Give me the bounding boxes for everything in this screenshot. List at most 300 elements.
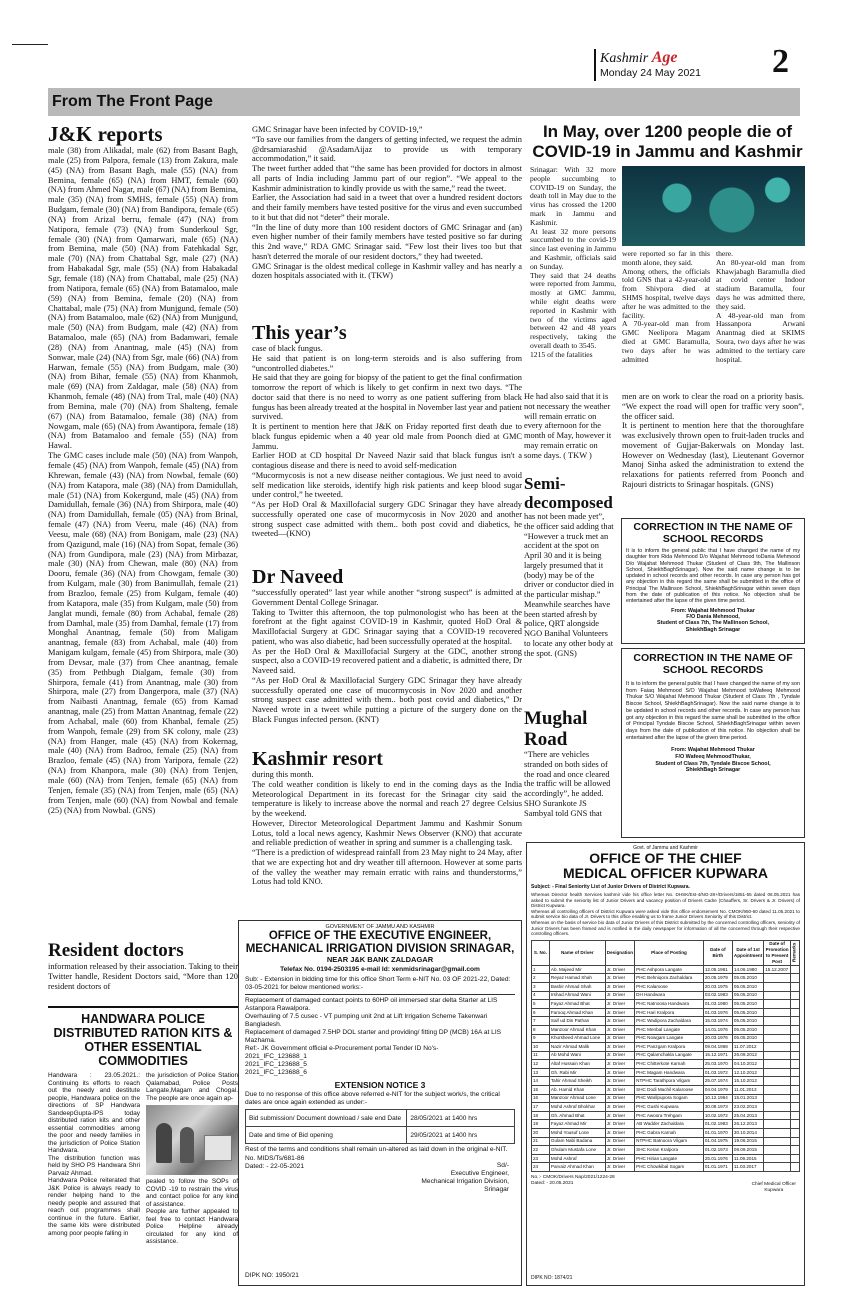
seniority-cell: 15.03.1974 [703,1017,732,1026]
seniority-header-cell: Designation [605,940,634,965]
seniority-cell: Jr. Driver [605,1129,634,1138]
weather-continued-body: He had also said that it is not necessary the weather will remain erratic on every afternoon for the month of May, however it may remain erratic on some days. ( TKW ) [524,392,612,460]
critical-date-label: Bid submission/ Document download / sale end Date [246,1110,407,1127]
seniority-cell: PHC Nowgam Langate [635,1034,704,1043]
seniority-cell: 22 [532,1146,550,1155]
seniority-cell: Jr. Driver [605,1146,634,1155]
correction-2-from-4: ShiekhBagh Srinagar [685,767,741,774]
correction-2-title: CORRECTION IN THE NAME OF SCHOOL RECORDS [633,652,793,676]
seniority-cell [790,1008,799,1017]
irrigation-no: No. MIDS/Ts/681-86 [245,1155,305,1162]
kupwara-sign-2: Kupwara [764,1188,784,1193]
seniority-cell: 16 [532,1094,550,1103]
resident-doctors-continued-body: GMC Srinagar have been infected by COVID-19,” “To save our families from the dangers of getting infected, we request the admin @drsamiarashid @AsadamAijaz to provide us with temporary accommodation,” it said. The tweet further added that “the same has been provided for doctors in almost all parts of India including Jammu part of our region”. “We appeal to the Kashmir administration to kindly provide us with the same,” read the tweet. Earlier, the Association had said in a tweet that over a hundred resident doctors and their family members have tested positive for the virus and even succumbed to it but that did not “deter” their morale. “In the line of duty more than 100 resident doctors of GMC Srinagar and (an) even higher number of their family members have tested positive so far during this 2nd wave,” RDA GMC Srinagar said. “Few lost their lives too but that hasn't deterred the morale of our resident doctors,” they had tweeted. GMC Srinagar is the oldest medical college in Kashmir valley and has nearly a dozen hospitals associated with it. (TKW) [252,125,522,281]
kashmir-resort-body: during this month. The cold weather condition is likely to end in the coming days as the India Meteorological Department in its forecast for the Srinagar city said the temperature is likely to increase above the normal and reach 27 degree Celsius by the weekend. However, Director Meteorological Department Jammu and Kashmir Sonum Lotus, told a local news agency, Kashmir News Observer (KNO) that accurate and reliable prediction of weather in spring and summer is a challenging task. “There is a prediction of widespread rainfall from 23 May night to 24 May, after that we are expecting hot and dry weather till afternoon. However at some parts of the valley the weather may remain erratic with rains and thunderstorms,” Lotus had told KNO. [252,770,522,887]
seniority-cell [764,1094,791,1103]
critical-date-row [246,1127,515,1144]
seniority-cell [790,1043,799,1052]
irrigation-telefax: Telefax No. 0194-2503195 e-mail Id: xenmidsrinagar@gmail.com [280,966,480,973]
semi-decomposed-body: has not been made yet”, the officer said adding that “However a truck met an accident at the spot on April 30 and it is being largely presumed that it (body) may be of the driver or conductor died in the particular mishap.” Meanwhile searches have been started afresh by police, QRT alongside NGO Banihal Volunteers to locate any other body at the spot. (GNS) [524,512,614,658]
table-row [532,991,800,1000]
seniority-cell: 30.10.2014 [732,1129,763,1138]
kupwara-ref-dated: Dated: - 20.05.2021 [531,1181,574,1186]
seniority-cell: 05.05.2010 [732,974,763,983]
correction-notice-1 [621,518,805,644]
seniority-cell [764,1137,791,1146]
seniority-cell [764,1077,791,1086]
critical-date-value: 28/05/2021 at 1400 hrs [407,1110,515,1127]
seniority-cell [790,1163,799,1172]
critical-dates-table [245,1109,515,1144]
weather-continued [524,392,616,474]
table-row [532,1068,800,1077]
seniority-cell: Altaf Hussain Khan [549,1060,605,1069]
seniority-cell: 25.03.1970 [703,1060,732,1069]
seniority-cell: PHC Hari Kralpora [635,1008,704,1017]
critical-date-value: 29/05/2021 at 1400 hrs [407,1127,515,1144]
seniority-cell: 25.07.1974 [703,1077,732,1086]
handwara-headline: HANDWARA POLICE DISTRIBUTED RATION KITS & OTHER ESSENTIAL COMMODITIES [53,1012,233,1068]
seniority-cell: 01.01.1971 [703,1163,732,1172]
dr-naveed-headline: Dr Naveed [252,566,344,588]
seniority-cell: Jr. Driver [605,1025,634,1034]
seniority-cell: Farooq Ahmad Khan [549,1008,605,1017]
seniority-cell: 01.02.1973 [703,1146,732,1155]
correction-notice-2 [621,648,805,838]
seniority-cell [790,1111,799,1120]
seniority-cell: Jr. Driver [605,1163,634,1172]
seniority-cell [790,982,799,991]
ration-distribution-photo [146,1105,238,1175]
seniority-cell: Jr. Driver [605,1000,634,1009]
section-banner [48,88,800,116]
seniority-cell [790,974,799,983]
correction-1-from-4: ShiekhBagh Srinagar [685,626,741,633]
seniority-cell: Fayaz Ahmad Bhat [549,1000,605,1009]
in-may-col3: there. An 80-year-old man from Khawjabagh Baramulla died at covid center Indoor stadium Baramulla, four days he was admitted there, they said. A 48-year-old man from Hassanpora Arwani Anantnag died at SKIMS Soura, two days after he was admitted to the tertiary care hospital. [716,250,805,364]
correction-2-body: It is to inform the general public that I have changed the name of my son from Faiaq Mehmood S/O Wajahat Mehmood toWafeeq Mehmood Thukar S/O Wajahat Mehmood Thukar (Student of Class 7th , Tyndale Biscoe School, ShiekhBaghSrinagar). Now the said name change is to be updated in school records and other records. In case any person has got any objection in this regard the same shall be submitted in the office of Principal Tyndale Biscoe School, ShiekhBaghSrinagar within seven days from the date of publication of this notice. No objection shall be entertained after the lapse of the given time period. [626,681,800,741]
seniority-cell [764,1051,791,1060]
jk-reports-headline: J&K reports [48,122,163,146]
table-row [532,1034,800,1043]
table-row [532,1051,800,1060]
semi-decomposed-article [524,474,616,712]
table-row [532,1077,800,1086]
seniority-cell: 20.05.1979 [703,974,732,983]
irrigation-works: Replacement of damaged contact points to 60HP oil immersed star delta Starter at LIS Astanpora Rawalpora. Overhauling of 7.5 cusec - VT pumping unit 2nd at Lift Irrigation Scheme Takenwari Bangladesh. Replacement of damaged 7.5HP DOL starter and providing/ fitting DP (MCB) 16A at LIS Mazhama. Ref:- JK Government official e-Procurement portal Tender ID No's- 2021_IFC_123688_1 2021_IFC_123688_5 2021_IFC_123688_6 [245,997,502,1076]
seniority-cell: 09.04.1968 [703,1043,732,1052]
seniority-cell [790,1146,799,1155]
extension-notice-title: EXTENSION NOTICE 3 [334,1080,426,1090]
seniority-cell [764,1025,791,1034]
seniority-cell [764,1103,791,1112]
seniority-cell: Jr. Driver [605,965,634,974]
seniority-cell: 15.01.2013 [732,1094,763,1103]
seniority-cell: Jr. Driver [605,1008,634,1017]
seniority-cell [764,1017,791,1026]
logo-kashmir: Kashmir [600,51,649,66]
seniority-cell: Jr. Driver [605,1120,634,1129]
in-may-headline: In May, over 1200 people die of COVID-19 in Jammu and Kashmir [532,122,803,161]
seniority-cell: 15.12.2007 [764,965,791,974]
seniority-table [531,940,800,1172]
seniority-cell: 19.06.2015 [732,1137,763,1146]
correction-2-from-1: From: Wajahat Mehmood Thukar [671,747,755,754]
seniority-cell [764,1129,791,1138]
irrigation-sign-sd: Sd/- [496,1162,509,1169]
seniority-cell: Khursheed Ahmad Lone [549,1034,605,1043]
this-year-body: case of black fungus. He said that patient is on long-term steroids and is also suffering from “uncontrolled diabetes.” He said that they are going for biopsy of the patient to get the final confirmation tomorrow the report of which is likely to get confirm in next two days. “The doctor said that there is no need to worry as one patient suffering from black fungus has been already treated at the hospital in November last year and patient survived. It is pertinent to mention here that J&K on Friday reported first death due to black fungus epidemic when a 40 year old male from Poonch died at GMC Jammu. Earlier HOD at CD hospital Dr Naveed Nazir said that black fungus isn't a contagious disease and there is need to avoid self-medication “Mucormycosis is not a new disease neither contagious. We just need to avoid self medication like steroids, identify high risk patients and keep blood sugar under control,” he tweeted. “As per HoD Oral & Maxillofacial surgery GDC Srinagar they have already successfully operated one case of mucormycosis in Nov 2020 and another strong suspect case admitted with them.. both post covid and diabetics, he tweeted—(KNO) [252,344,522,539]
table-row [532,1154,800,1163]
seniority-cell [790,1051,799,1060]
seniority-cell [764,982,791,991]
seniority-cell: 12.10.2012 [732,1068,763,1077]
seniority-cell [764,1034,791,1043]
irrigation-sign-1: Executive Engineer, [450,1170,509,1177]
seniority-cell: 6 [532,1008,550,1017]
seniority-cell: 2 [532,974,550,983]
irrigation-rest: Rest of the terms and conditions shall remain un-altered as laid down in the original e-NIT. [245,1146,508,1153]
correction-2-from-3: Student of Class 7th, Tyndale Biscoe School, [655,760,771,767]
semi-decomposed-headline: Semi-decomposed [524,474,613,512]
handwara-top-rule [48,1006,238,1008]
irrigation-dated: Dated: - 22-05-2021 [245,1163,305,1170]
seniority-cell: 25.01.1976 [703,1154,732,1163]
seniority-cell: 15 [532,1086,550,1095]
seniority-cell: Jr. Driver [605,1068,634,1077]
seniority-cell: Mohd Ashraf Bhokhar [549,1103,605,1112]
table-row [532,1146,800,1155]
seniority-cell [790,1025,799,1034]
seniority-cell [790,1017,799,1026]
irrigation-dipk: DIPK NO: 1950/21 [245,1272,299,1279]
kupwara-subject: Subject: - Final Seniority List of Junior Drivers of District Kupwara. [531,884,690,890]
seniority-cell: Jr. Driver [605,1086,634,1095]
extension-notice-text: Due to no response of this office above referred e-NIT for the subject work/s, the critical dates are once again extended as under:- [245,1091,500,1106]
irrigation-title-1: OFFICE OF THE EXECUTIVE ENGINEER, [268,930,492,942]
seniority-cell: 04.10.2012 [732,1060,763,1069]
seniority-cell [790,1094,799,1103]
seniority-cell [764,991,791,1000]
seniority-cell: 3 [532,982,550,991]
masthead-logo [600,49,678,67]
seniority-cell [790,1129,799,1138]
seniority-cell: 01.03.1976 [703,1008,732,1017]
seniority-cell: 8 [532,1025,550,1034]
in-may-article [530,122,805,392]
table-row [532,1120,800,1129]
seniority-cell: PHC Warilpupora Sogam [635,1094,704,1103]
seniority-cell: AB Wadder Zachaldara [635,1120,704,1129]
seniority-cell: Jr. Driver [605,1103,634,1112]
kupwara-ref-no: No.:- CMOK/Drivers Nap/2021/1224-28 [531,1175,615,1180]
correction-1-from-2: F/O Dania Mehmood, [686,614,740,621]
table-row [532,1129,800,1138]
seniority-cell: SHC Keran Kralpora [635,1146,704,1155]
seniority-cell [764,1111,791,1120]
seniority-cell: 21 [532,1137,550,1146]
seniority-cell: Fayaz Ahmad Mir [549,1120,605,1129]
mughal-road-continued-body: men are on work to clear the road on a priority basis. “We expect the road will open for traffic very soon”, the officer said. It is pertinent to mention here that the thoroughfare was exclusively thrown open to fruit-laden trucks and movement of Gujjar-Bakerwals on Monday last. However on Wednesday (last), Lieutenant Governor Manoj Sinha asked the administration to extend the relaxations for patients referred from Poonch and Rajouri districts to Srinagar hospitals. (GNS) [622,392,804,489]
table-row [532,1000,800,1009]
seniority-cell: PHC Chitterkote Karnah [635,1060,704,1069]
logo-age: Age [651,49,678,66]
seniority-cell: Ab Mohd Wani [549,1051,605,1060]
seniority-cell: Jr. Driver [605,1043,634,1052]
seniority-cell: Ghulam Mustafa Lone [549,1146,605,1155]
seniority-cell [764,1068,791,1077]
seniority-cell: Gulam Nabi Badana [549,1137,605,1146]
table-row [532,1060,800,1069]
seniority-cell: PHC Natnoosa Handwara [635,1000,704,1009]
seniority-cell [764,1043,791,1052]
seniority-cell: Jr. Driver [605,1034,634,1043]
handwara-col2-bottom: pealed to follow the SOPs of COVID -19 to restrain the virus and contact police for any kind of assistance. People are further appealed to feel free to contact Handwara Police Helpline already circulated for any kind of assistance. [146,1178,238,1245]
seniority-cell: PHC Ashpora Langate [635,965,704,974]
irrigation-sign-2: Mechanical Irrigation Division, [421,1178,509,1185]
seniority-cell: 18 [532,1111,550,1120]
kupwara-title-2: MEDICAL OFFICER KUPWARA [562,865,769,881]
mughal-road-continued [622,392,804,517]
irrigation-govt-line: GOVERNMENT OF JAMMU AND KASHMIR [325,924,435,930]
seniority-cell: 14.06.1980 [732,965,763,974]
irrigation-tender-notice [238,920,522,1286]
seniority-cell: Ab. Hamid Khan [549,1086,605,1095]
seniority-cell [790,1086,799,1095]
seniority-cell: 05.05.2010 [732,1017,763,1026]
seniority-cell: Ab. Majeed Mir [549,965,605,974]
seniority-cell: 05.05.2010 [732,991,763,1000]
seniority-cell [764,1146,791,1155]
table-row [532,974,800,983]
kupwara-whereas-3: Whereas on the basis of service bio data of Junior Drivers of this District submitted by the concerned controlling officers, seniority of Junior Drivers has been framed and is notified in the daily newspaper for information of all the concerned through their respective controlling officers. [531,919,800,937]
masthead-date: Monday 24 May 2021 [600,67,701,79]
seniority-cell: SHC Dodi Machil Kalaroose [635,1086,704,1095]
seniority-cell: 20.03.1976 [703,1034,732,1043]
seniority-cell [790,1120,799,1129]
kupwara-whereas-1: Whereas Director health Services kashmir vide his office letter No. DHSK/Est-4/NG-28+/Drivers/1851-55 dated 06.05.2021 has asked to submit the seniority list of Junior Drivers and vacancy position of Drivers Cadre (Chauffers, Sr. Drivers & Jr. Drivers) of District Kupwara. [531,892,800,909]
seniority-cell: NTPHC Batnoora Vilgam [635,1137,704,1146]
seniority-cell: 26.12.2013 [732,1120,763,1129]
seniority-cell: 14.01.1976 [703,1025,732,1034]
seniority-cell: 25.04.2013 [732,1111,763,1120]
seniority-cell: 05.05.2010 [732,982,763,991]
seniority-cell [764,1086,791,1095]
top-rule [12,44,48,45]
correction-1-title: CORRECTION IN THE NAME OF SCHOOL RECORDS [633,521,793,545]
seniority-cell: 05.05.2010 [732,1025,763,1034]
coronavirus-image [622,166,805,246]
seniority-cell: Jr. Driver [605,1060,634,1069]
seniority-cell: 23.02.2013 [732,1103,763,1112]
seniority-cell: 12 [532,1060,550,1069]
seniority-cell: PHC Chowkibal Sogam [635,1163,704,1172]
kupwara-sign-1: Chief Medical Officer [751,1182,796,1187]
seniority-cell [790,1068,799,1077]
kashmir-resort-article [252,748,522,916]
seniority-cell: Bashir Ahmad Shah [549,982,605,991]
table-row [532,965,800,974]
correction-2-from-2: F/O Wafeeq MehmoodThukar, [675,753,751,760]
seniority-cell: Jr. Driver [605,1051,634,1060]
table-row [532,1017,800,1026]
seniority-cell: Nazir Ahmad Malik [549,1043,605,1052]
this-year-headline: This year’s [252,322,347,344]
table-row [532,1111,800,1120]
seniority-cell: 1 [532,965,550,974]
seniority-cell [764,1060,791,1069]
masthead [594,47,814,83]
mughal-road-article [524,708,616,844]
kupwara-whereas-2: Whereas all controlling officers of District Kupwara were asked vide this office endorsement No. CMOK/950-60 dated 11.05.2021 to submit service bio data of Jr. Drivers to this office enabling us to frame Junior Drivers Seniority of this District. [531,908,800,920]
seniority-cell: Parvaiz Ahmad Khan [549,1163,605,1172]
seniority-cell: PHC Panzgam Kralpora [635,1043,704,1052]
dr-naveed-body: “successfully operated” last year while another “strong suspect” is admitted at Government Dental College Srinagar. Taking to Twitter this afternoon, the top pulmonologist who has been at the forefront at the fight against COVID-19 in Kashmir, quoted HoD Oral & Maxillofacial Surgery at GDC Srinagar saying that a COVID-19 recovered patient, who was also diabetic, had been successfully operated at the hospital. As per the HoD Oral & Maxillofacial Surgery at the GDC, another strong suspect, also a COVID-19 recovered patient and a diabetic, is admitted there, Dr Naveed said. “As per HoD Oral & Maxillofacial Surgery GDC Srinagar they have already successfully operated one case of mucormycosis in Nov 2020 and another strong suspect case admitted with them.. both post covid and diabetics,” Dr Naveed wrote in a tweet while putting a picture of the surgery done on the Black Fungus infected person. (KNT) [252,588,522,724]
page-number: 2 [772,47,789,80]
seniority-cell: 19 [532,1120,550,1129]
seniority-cell: PHC Qalamchakla Langate [635,1051,704,1060]
seniority-header-cell: S. No. [532,940,550,965]
table-row [532,1103,800,1112]
seniority-cell [790,965,799,974]
seniority-cell [790,1154,799,1163]
seniority-cell: PHC Magam Handwara [635,1068,704,1077]
seniority-cell: 10.02.1972 [703,1111,732,1120]
seniority-cell: 10 [532,1043,550,1052]
seniority-cell [790,1077,799,1086]
seniority-cell: NTPHC Tarathpora Vilgam [635,1077,704,1086]
table-row [532,1086,800,1095]
seniority-cell: 04.04.1979 [703,1086,732,1095]
seniority-header-cell: Name of Driver [549,940,605,965]
seniority-cell: Irshad Ahmad Wani [549,991,605,1000]
resident-doctors-continued [252,125,522,325]
in-may-col2: were reported so far in this month alone, they said. Among others, the officials told GNS that a 42-year-old from Shivpora died at SHMS hospital, twelve days after he was admitted to the facility. A 70-year-old man from GMC Neelipora Magam died at GMC Baramulla, two days after he was admitted [622,250,710,364]
seniority-cell: 17 [532,1103,550,1112]
seniority-cell: PHC Behniqora Zachaldara [635,974,704,983]
seniority-cell: 01.02.1983 [703,1120,732,1129]
seniority-cell: 30.08.1973 [703,1103,732,1112]
seniority-cell: DH Handwara [635,991,704,1000]
seniority-cell [790,1000,799,1009]
section-banner-title: From The Front Page [52,93,213,110]
resident-doctors-headline: Resident doctors [48,940,184,961]
seniority-header-cell: Date of 1st Appointment [732,940,763,965]
seniority-cell: Manzoor Ahmad Khan [549,1025,605,1034]
table-row [532,1163,800,1172]
seniority-cell: 05.05.2010 [732,1034,763,1043]
seniority-cell: 01.01.1970 [703,1129,732,1138]
irrigation-address: NEAR J&K BANK ZALDAGAR [326,955,434,964]
handwara-col2-top: the jurisdiction of Police Station Qalamabad, Police Posts Langate,Magam and Chogal. The people are once again ap- [146,1072,238,1102]
seniority-cell: Gh. Rabi Mir [549,1068,605,1077]
seniority-cell: 24 [532,1163,550,1172]
seniority-cell: Manzoor Ahmad Lone [549,1094,605,1103]
seniority-cell [764,1008,791,1017]
seniority-cell: Jr. Driver [605,1137,634,1146]
seniority-cell [790,991,799,1000]
seniority-cell: PHC Menbal Langate [635,1025,704,1034]
seniority-cell: 11.01.2013 [732,1086,763,1095]
seniority-cell: 13 [532,1068,550,1077]
seniority-cell: Tahir Ahmad Sheikh [549,1077,605,1086]
correction-1-from-1: From: Wajahat Mehmood Thukar [671,607,755,614]
seniority-cell [790,1137,799,1146]
irrigation-sign-3: Srinagar [484,1186,509,1193]
resident-doctors-body: information released by their association. Taking to their Twitter handle, Resident Doctors said, “More than 120 resident doctors of [48,962,238,991]
table-row [532,1137,800,1146]
seniority-cell: Mohd Yousuf Lone [549,1129,605,1138]
logo-vertical-bar [594,49,596,81]
seniority-cell [764,974,791,983]
seniority-cell: PHC Hirian Langate [635,1154,704,1163]
irrigation-divider [245,994,515,995]
critical-date-row [246,1110,515,1127]
seniority-cell: 9 [532,1034,550,1043]
jk-reports-body: male (38) from Alikadal, male (62) from Basant Bagh, male (25) from Palpora, female (13) from Zakura, male (45) (NA) from Basant Bagh, male (55) (NA) from Bemina, female (65) (NA) from HMT, female (60) (NA) from Ahmed Nagar, male (67) (NA) from Bemina, male (35) (NA) from SMHS, female (55) (NA) from Budgam, female (30) (NA) from Bandipora, female (65) (NA) from Arizal berru, female (47) (NA) from Natipora, female (73) (NA) from Sunderkoul Sgr, female (30) (NA) from Qamarwari, male (65) (NA) from Bemina, male (50) (NA) from Fatehkadal Sgr, male (70) (NA) from Chattabal Sgr, male (27) (NA) from Habakadal Sgr, male (55) (NA) from Habakadal Sgr, female (18) (NA) from Chattabal, male (25) (NA) from Natipora, female (65) (NA) from Batamaloo, male (59) (NA) from Bemina, female (20) (NA) from Chattabal, male (75) (NA) from Munjgund, female (50) (NA) from Batamaloo, male (62) (NA) from Munjgund, male (50) (NA) from Budgam, male (42) (NA) from Batamaloo, male (65) (NA) from Badamwari, female (28) (NA) from Anantnag, male (45) (NA) from Sonwar, male (24) (NA) from Sgr, male (66) (NA) from Harwan, female (55) (NA) from Budgam, male (30) (NA) from Bihar, female (55) (NA) from Khanmoh, male (69) (NA) from Zaldagar, male (58) (NA) from Khanmoh, female (48) (NA) from Tral, male (40) (NA) from Bemina, male (70) (NA) from Shalteng, female (67) (NA) from Batamaloo, female (38) (NA) from Nowgam, male (65) (NA) from Awantipora, female (18) (NA) from Batamaloo and female (55) (NA) from Hawal. The GMC cases include male (50) (NA) from Wanpoh, female (45) (NA) from Wanpoh, female (45) (NA) from Khrewan, female (43) (NA) from Nowbal, female (60) (NA) from Katapora, male (38) (NA) from Damidullah, male (51) (NA) from Kokergund, male (45) (NA) from Damidullah, female (36) (NA) from Shirpora, male (40) (NA) from Damidullah, female (05) (NA) from Brinal, female (47) (NA) from Veeru, male (46) (NA) from Veesu, male (68) (NA) from Bonigam, male (23) (NA) from Qazigund, male (16) (NA) from Sopat, female (36) (NA) from Gundipora, male (23) (NA) from Mirbazar, male (30) (NA) from Chewan, male (80) (NA) from Dooru, female (36) (NA) from Chowgam, female (30) from Kulgam, male (30) from Banimullah, female (21) from Brazloo, female (25) from Kulgam, female (40) from Katapora, male (35) from Kulgam, male (50) from Janglat mundi, female (80) from Achabal, female (28) from Damhal, male (35) from Damhal, female (17) from Monghal Anantnag, female (50) from Maligam anantnag, female (83) from Achabal, male (40) from Manigam kulgam, female (45) from Shirpora, male (30) from Devsar, male (37) from Chee anantnag, female (35) from Pethbugh Dialgam, female (30) from Shirpora, female (41) from Anantnag, male (30) from Shirpora, male (27) from Dangerpora, male (37) (NA) from Naibasti Anantnag, female (65) from Kamad anantnag, male (25) from Mattan Anantnag, female (22) from Achabal, male (60) from Khanbal, female (25) from Wanpoh, female (29) from SK colony, male (23) (NA) from Hanger, male (45) (NA) from Kokernag, male (40) (NA) from Badroo, female (25) (NA) from Brazloo, female (45) (NA) from Yaripora, female (22) (NA) from Khanpora, male (30) (NA) from Tenjen, male (60) (NA) from Tenjen, female (65) (NA) from Tenjen, female (35) (NA) from Tenjen, male (65) (NA) from Tenjen, male (60) (NA) from Nowbal and female (25) (NA) from Nowbal. (GNS) [48,146,238,815]
seniority-header-cell: Remarks [790,940,799,965]
seniority-cell: Gh. Ahmad Bhat [549,1111,605,1120]
critical-date-label: Date and time of Bid opening [246,1127,407,1144]
table-row [532,1043,800,1052]
seniority-cell: PHC Gabra Karnah [635,1129,704,1138]
this-year-article [252,322,522,567]
seniority-cell [764,1120,791,1129]
table-row [532,982,800,991]
seniority-cell [790,1034,799,1043]
table-row [532,1094,800,1103]
seniority-cell: 01.03.1980 [703,1000,732,1009]
seniority-cell [764,1163,791,1172]
seniority-cell: 11.03.2017 [732,1163,763,1172]
seniority-cell: Jr. Driver [605,1094,634,1103]
seniority-cell: 20.03.1975 [703,982,732,991]
seniority-cell: 23 [532,1154,550,1163]
seniority-cell: 20 [532,1129,550,1138]
seniority-cell: PHC Wadipora Zachaldara [635,1017,704,1026]
handwara-col1: Handwara : 23.05.2021.: Continuing its efforts to reach out the needy and destitute people, Handwara police on the directions of SP Handwara SandeepGupta-IPS today distributed ration kits and other essential commodities among the poor and needy families in the jurisdiction of Police Station Handwara. The distribution function was held by SHO PS Handwara Shri Parvaiz Ahmad. Handwara Police reiterated that J&K Police is always ready to render helping hand to the needy people and assured that reach out programmes shall continue in the future. Earlier, the same kits were distributed among poor people falling in [48,1072,140,1237]
seniority-cell: 05.05.2010 [732,1000,763,1009]
seniority-cell: 10.12.1964 [703,1094,732,1103]
seniority-cell: 01.03.1972 [703,1068,732,1077]
seniority-cell: PHC Kalaroose [635,982,704,991]
seniority-cell [790,1060,799,1069]
seniority-cell: 05.05.2010 [732,1008,763,1017]
seniority-cell: 03.02.1983 [703,991,732,1000]
seniority-cell: 15.10.2012 [732,1077,763,1086]
seniority-cell: 7 [532,1017,550,1026]
seniority-cell: 01.04.1975 [703,1137,732,1146]
seniority-cell: Jr. Driver [605,1154,634,1163]
irrigation-title-2: MECHANICAL IRRIGATION DIVISION SRINAGAR, [245,942,515,955]
kupwara-title-1: OFFICE OF THE CHIEF [589,850,742,866]
handwara-article [48,1006,238,1284]
in-may-col1: Srinagar: With 32 more people succumbing to COVID-19 on Sunday, the death toll in May due to the virus has crossed the 1200 mark in Jammu and Kashmir. At least 32 more persons succumbed to the covid-19 since last evening in Jammu and Kashmir, officials said on Sunday. They said that 24 deaths were reported from Jammu, mostly at GMC Jammu, while eight deaths were reported in Kashmir with two of the victims aged between 42 and 48 years respectively, taking the overall death to 3545. 1215 of the fatalities [530,166,616,359]
seniority-cell: 11.09.2015 [732,1154,763,1163]
seniority-cell [764,1154,791,1163]
table-row [532,1025,800,1034]
seniority-cell [790,1103,799,1112]
seniority-cell: 12.05.1961 [703,965,732,974]
irrigation-subject: Sub: - Extension in bidding time for this office Short Term e-NIT No. 03 OF 2021-22, Dated: 03-05-2021 for below mentioned works:- [245,976,511,991]
mughal-road-headline: Mughal Road [524,708,588,750]
seniority-cell: 11.07.2012 [732,1043,763,1052]
dr-naveed-article [252,566,522,748]
seniority-cell: 5 [532,1000,550,1009]
seniority-cell: 4 [532,991,550,1000]
seniority-cell: Jr. Driver [605,991,634,1000]
seniority-cell: 26.09.2012 [732,1051,763,1060]
